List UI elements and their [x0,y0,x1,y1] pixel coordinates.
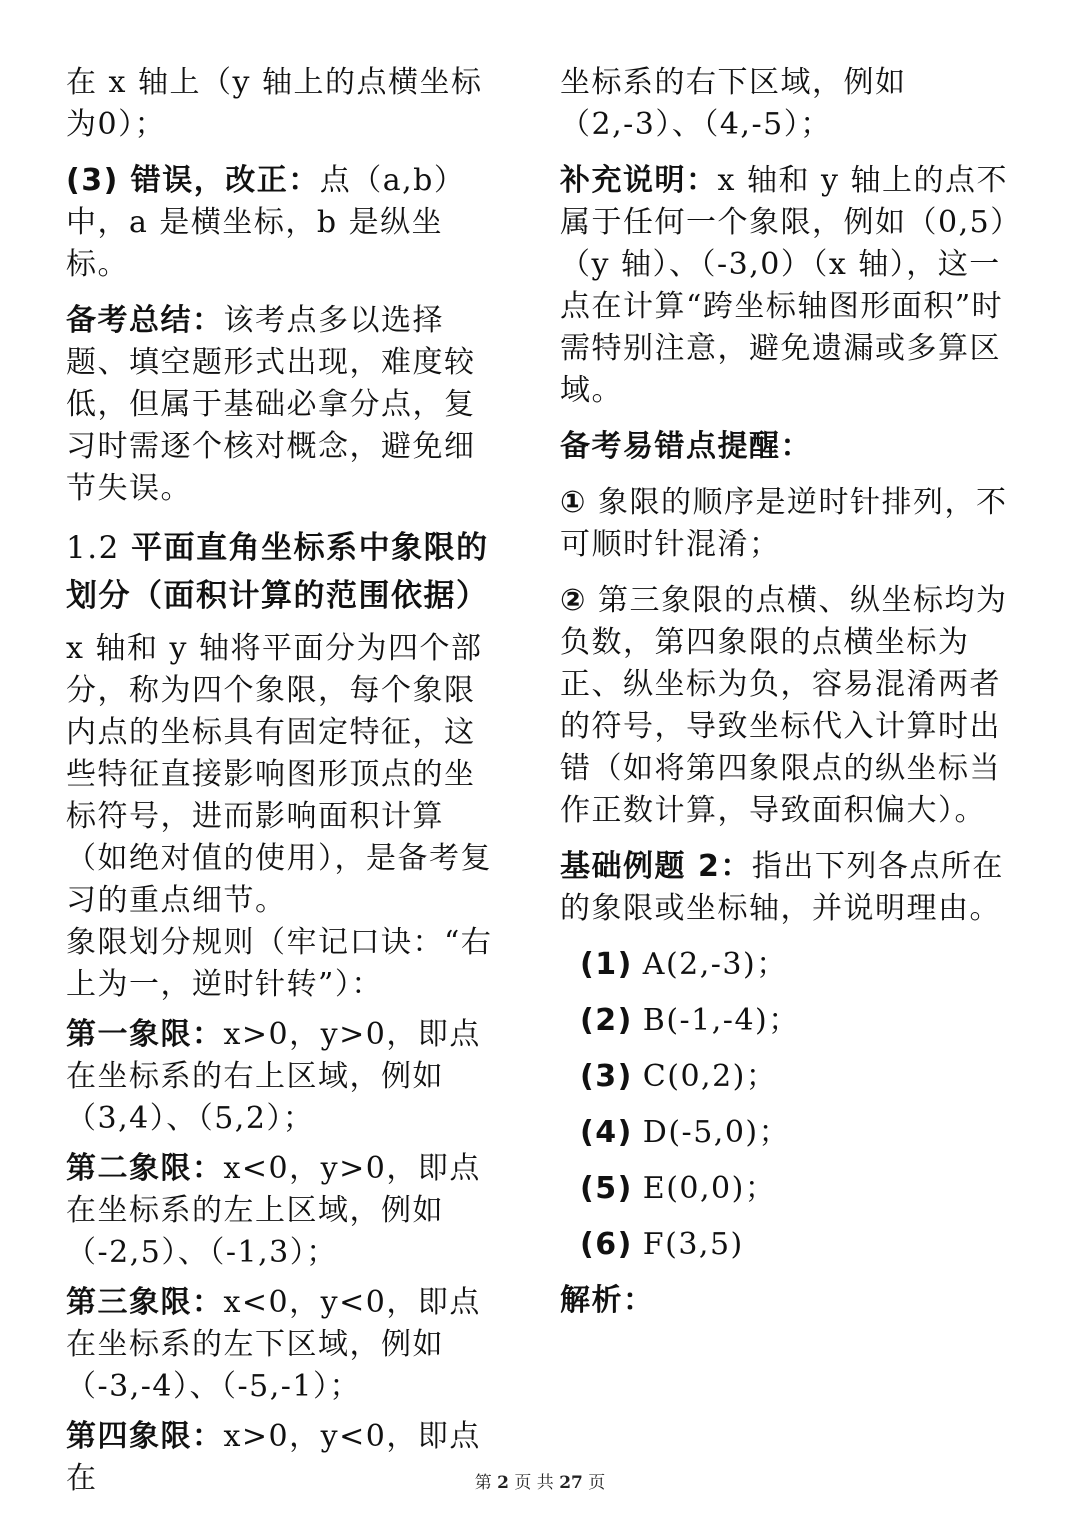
section-paragraph: x 轴和 y 轴将平面分为四个部分，称为四个象限，每个象限内点的坐标具有固定特征，这些特征直接影响图形顶点的坐标符号，进而影响面积计算（如绝对值的使用），是备考复习的重点细节。 [66,631,492,918]
mistake-2-marker: ② [560,583,587,618]
list-item-number: (5) [580,1171,633,1206]
list-item-number: (6) [580,1227,633,1262]
quadrant-1-text: x>0，y>0，即点在坐标系的右上区域，例如（3,4）、（5,2）； [66,1017,481,1136]
list-item-number: (3) [580,1059,633,1094]
list-item [580,1000,1020,1042]
list-item-text: C(0,2)； [642,1059,778,1094]
section-title: 平面直角坐标系中象限的划分（面积计算的范围依据） [66,530,489,614]
rule-paragraph: 象限划分规则（牢记口诀：“右上为一，逆时针转”）： [66,925,493,1002]
list-item-number: (2) [580,1003,633,1038]
quadrant-2-text: x<0，y>0，即点在坐标系的左上区域，例如（-2,5）、（-1,3）； [66,1151,481,1270]
correction-paragraph [66,160,506,286]
quadrant-3-label: 第三象限： [66,1285,224,1320]
supplement-text: x 轴和 y 轴上的点不属于任何一个象限，例如（0,5）（y 轴）、（-3,0）（x 轴），这一点在计算“跨坐标轴图形面积”时需特别注意，避免遗漏或多算区域。 [560,163,1008,408]
mistake-1-marker: ① [560,485,587,520]
quadrant-4-text: x>0，y<0，即点在 [66,1419,481,1496]
list-item [580,1056,1020,1098]
quadrant-4-continuation: 坐标系的右下区域，例如（2,-3）、（4,-5）； [560,65,907,142]
intro-paragraph: 在 x 轴上（y 轴上的点横坐标为0）； [66,65,483,142]
footer-prefix: 第 [474,1473,492,1493]
mistake-1-paragraph [560,482,1020,566]
summary-text: 该考点多以选择题、填空题形式出现，难度较低，但属于基础必拿分点，复习时需逐个核对概念，避免细节失误。 [66,303,476,506]
quadrant-4-label: 第四象限： [66,1419,224,1454]
supplement-label: 补充说明： [560,163,718,198]
quadrant-2-label: 第二象限： [66,1151,224,1186]
list-item-text: E(0,0)； [642,1171,777,1206]
supplement-paragraph [560,160,1020,412]
list-item-text: F(3,5) [642,1227,744,1262]
mistake-2-text: 第三象限的点横、纵坐标均为负数，第四象限的点横坐标为正、纵坐标为负，容易混淆两者的符号，导致坐标代入计算时出错（如将第四象限点的纵坐标当作正数计算，导致面积偏大）。 [560,583,1008,828]
section-heading [66,524,506,620]
summary-label: 备考总结： [66,303,224,338]
list-item-text: B(-1,-4)； [642,1003,800,1038]
quadrant-1-label: 第一象限： [66,1017,224,1052]
mistake-2-paragraph [560,580,1020,832]
list-item [580,1168,1020,1210]
left-column [66,62,506,1500]
list-item [580,944,1020,986]
summary-paragraph [66,300,506,510]
mistakes-heading: 备考易错点提醒： [560,429,812,464]
quadrant-2-paragraph [66,1148,506,1274]
list-item [580,1224,1020,1266]
page-footer [0,1468,1080,1493]
example-paragraph [560,846,1020,930]
footer-total-pages: 27 [559,1473,583,1493]
quadrant-3-paragraph [66,1282,506,1408]
analysis-label: 解析： [560,1283,655,1318]
correction-text: 点（a,b）中，a 是横坐标，b 是纵坐标。 [66,163,466,282]
footer-mid: 页 共 [514,1473,554,1493]
mistake-1-text: 象限的顺序是逆时针排列，不可顺时针混淆； [560,485,1008,562]
list-item-text: A(2,-3)； [642,947,788,982]
example-text: 指出下列各点所在的象限或坐标轴，并说明理由。 [560,849,1004,926]
footer-page-number: 2 [497,1473,509,1493]
quadrant-1-paragraph [66,1014,506,1140]
quadrant-3-text: x<0，y<0，即点在坐标系的左下区域，例如（-3,-4）、（-5,-1）； [66,1285,481,1404]
list-item-number: (4) [580,1115,633,1150]
list-item [580,1112,1020,1154]
example-label: 基础例题 2： [560,849,752,884]
section-number: 1.2 [66,530,120,566]
footer-suffix: 页 [588,1473,606,1493]
right-column [560,62,1020,1322]
list-item-number: (1) [580,947,633,982]
list-item-text: D(-5,0)； [642,1115,791,1150]
correction-label: (3) 错误，改正： [66,163,320,198]
